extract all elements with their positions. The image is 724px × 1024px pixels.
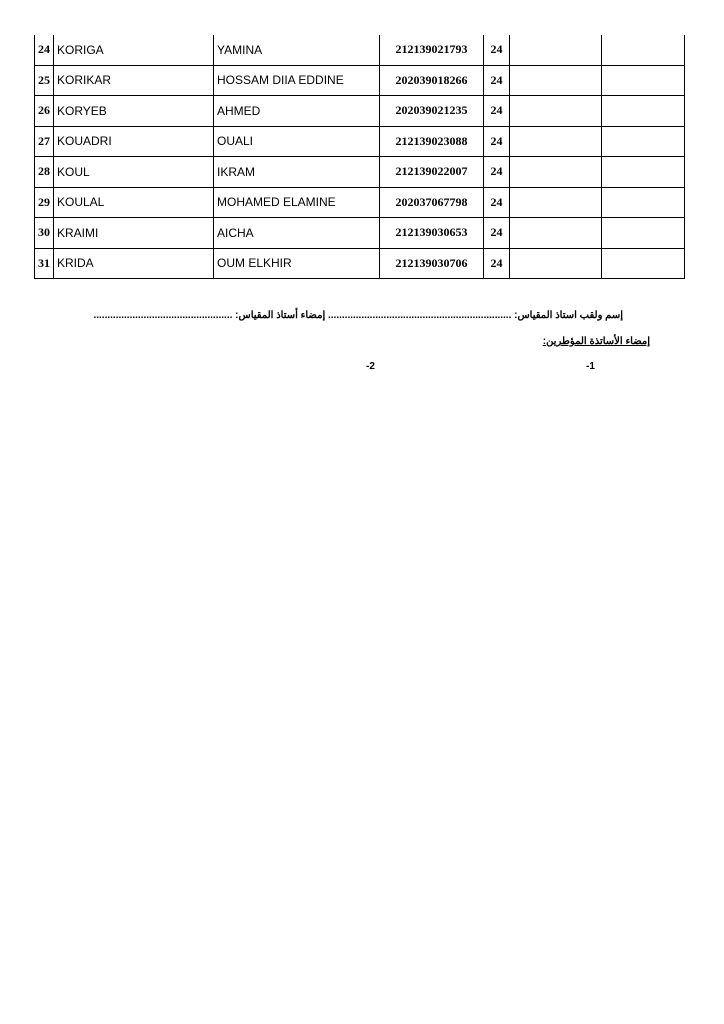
group-number: 24	[484, 218, 510, 249]
empty-cell-b	[602, 187, 685, 218]
empty-cell-a	[510, 65, 602, 96]
row-number: 28	[35, 157, 54, 188]
empty-cell-b	[602, 157, 685, 188]
empty-cell-a	[510, 218, 602, 249]
last-name: KRIDA	[54, 248, 214, 279]
empty-cell-a	[510, 187, 602, 218]
first-name: MOHAMED ELAMINE	[214, 187, 380, 218]
first-name: AHMED	[214, 96, 380, 127]
empty-cell-a	[510, 157, 602, 188]
row-number: 31	[35, 248, 54, 279]
last-name: KORIGA	[54, 35, 214, 65]
row-number: 30	[35, 218, 54, 249]
last-name: KOUL	[54, 157, 214, 188]
matricule: 212139030706	[380, 248, 484, 279]
row-number: 27	[35, 126, 54, 157]
matricule: 202039021235	[380, 96, 484, 127]
last-name: KOULAL	[54, 187, 214, 218]
row-number: 29	[35, 187, 54, 218]
matricule: 202039018266	[380, 65, 484, 96]
last-name: KOUADRI	[54, 126, 214, 157]
matricule: 212139030653	[380, 218, 484, 249]
group-number: 24	[484, 248, 510, 279]
first-name: HOSSAM DIIA EDDINE	[214, 65, 380, 96]
row-number: 26	[35, 96, 54, 127]
group-number: 24	[484, 35, 510, 65]
first-name: YAMINA	[214, 35, 380, 65]
last-name: KORIKAR	[54, 65, 214, 96]
empty-cell-a	[510, 126, 602, 157]
supervisors-heading: إمضاء الأساتذة المؤطرين:	[542, 336, 650, 347]
supervisor-1-label: -1	[586, 361, 595, 372]
matricule: 212139023088	[380, 126, 484, 157]
row-number: 24	[35, 35, 54, 65]
table-row	[35, 218, 685, 249]
last-name: KRAIMI	[54, 218, 214, 249]
matricule: 212139022007	[380, 157, 484, 188]
matricule: 212139021793	[380, 35, 484, 65]
group-number: 24	[484, 126, 510, 157]
empty-cell-b	[602, 248, 685, 279]
empty-cell-b	[602, 65, 685, 96]
student-table	[34, 35, 685, 279]
table-row	[35, 65, 685, 96]
empty-cell-b	[602, 96, 685, 127]
first-name: OUALI	[214, 126, 380, 157]
group-number: 24	[484, 65, 510, 96]
table-row	[35, 248, 685, 279]
empty-cell-b	[602, 35, 685, 65]
first-name: AICHA	[214, 218, 380, 249]
empty-cell-b	[602, 218, 685, 249]
matricule: 202037067798	[380, 187, 484, 218]
empty-cell-a	[510, 96, 602, 127]
first-name: OUM ELKHIR	[214, 248, 380, 279]
group-number: 24	[484, 96, 510, 127]
table-row	[35, 126, 685, 157]
teacher-signature-line: إسم ولقب استاذ المقياس: .................................................................. إمضاء أستاذ المقياس: ..................................................	[93, 310, 623, 321]
table-row	[35, 187, 685, 218]
table-row	[35, 157, 685, 188]
group-number: 24	[484, 157, 510, 188]
table-row	[35, 35, 685, 65]
empty-cell-a	[510, 248, 602, 279]
empty-cell-b	[602, 126, 685, 157]
first-name: IKRAM	[214, 157, 380, 188]
table-row	[35, 96, 685, 127]
row-number: 25	[35, 65, 54, 96]
supervisor-2-label: -2	[366, 361, 375, 372]
group-number: 24	[484, 187, 510, 218]
empty-cell-a	[510, 35, 602, 65]
last-name: KORYEB	[54, 96, 214, 127]
